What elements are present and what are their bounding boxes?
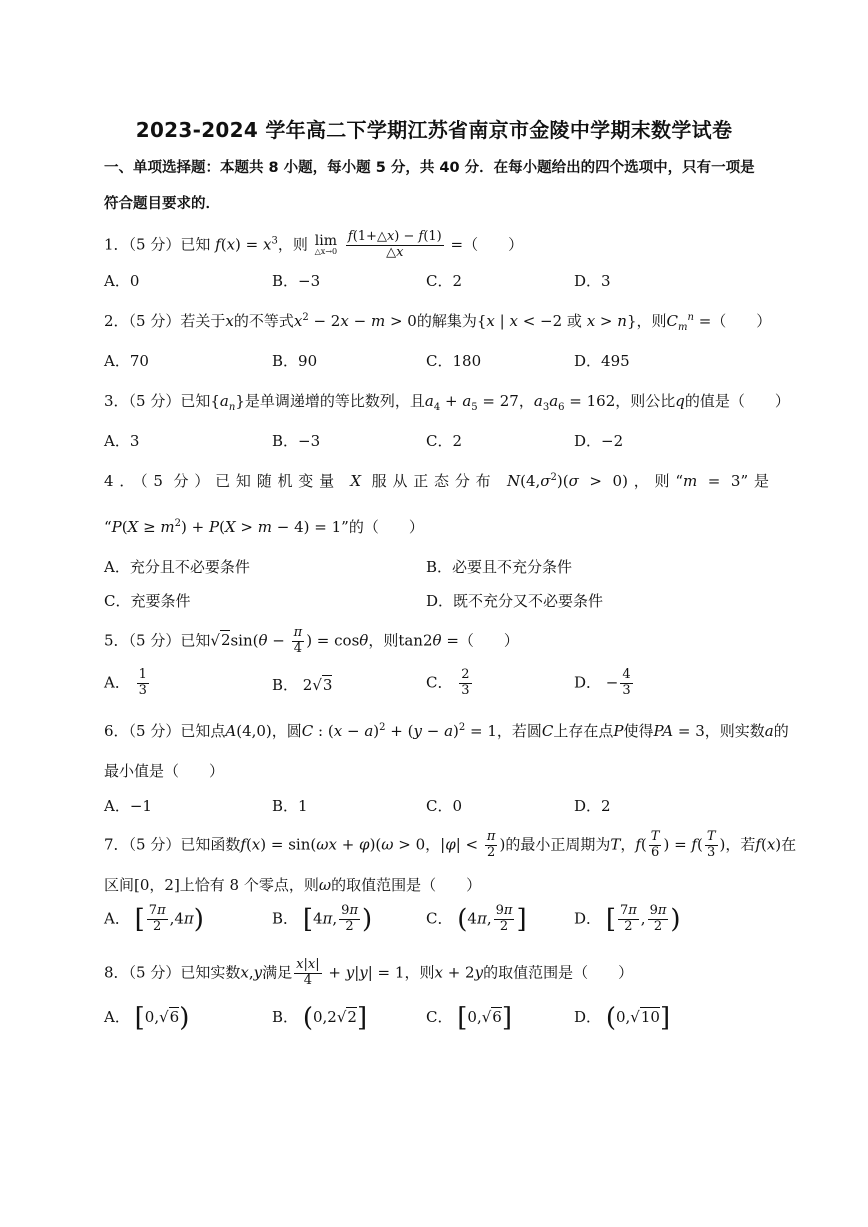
option-b[interactable]: B．1 — [272, 797, 308, 815]
question-2: 2．（5 分）若关于x的不等式$x^2 - 2x - m > 0$的解集为{x | x < −2 或 x > n}，则$C_m^n$ =（ ） — [104, 312, 772, 333]
option-c[interactable]: C．180 — [426, 352, 482, 370]
option-c[interactable]: C． [0,√6] — [426, 1003, 512, 1033]
option-b[interactable]: B． 2√3 — [272, 676, 333, 694]
option-a[interactable]: A． [0,√6) — [104, 1003, 190, 1033]
question-6: 6．（5 分）已知点A(4,0)，圆C : $(x - a)^2 + (y - a)^2 = 1$，若圆C上存在点P使得PA = 3，则实数a的 — [104, 722, 789, 740]
page-title: 2023-2024 学年高二下学期江苏省南京市金陵中学期末数学试卷 — [135, 118, 733, 142]
option-d[interactable]: D．−2 — [574, 432, 624, 450]
option-a[interactable]: A．70 — [104, 352, 149, 370]
option-b[interactable]: B． (0,2√2] — [272, 1003, 368, 1033]
option-c[interactable]: C．2 — [426, 272, 463, 290]
question-5: 5．（5 分）已知√2sin(θ − $\frac{\pi}{4}$ ) = cosθ，则tan2θ =（ ） — [104, 625, 519, 656]
option-c[interactable]: C．0 — [426, 797, 463, 815]
option-c[interactable]: C． (4π, $\frac{9\pi}{2}$ ] — [426, 903, 527, 935]
option-c[interactable]: C．充要条件 — [104, 592, 191, 610]
question-3: 3．（5 分）已知$\{a_n\}$是单调递增的等比数列，且$a_4 + a_5 = 27$，$a_3a_6 = 162$，则公比q的值是（ ） — [104, 392, 790, 413]
option-a[interactable]: A． [ $\frac{7\pi}{2}$ ,4π) — [104, 903, 204, 935]
question-7: 7．（5 分）已知函数f(x) = sin(ωx + φ)(ω > 0，|φ| < $\frac{\pi}{2}$ )的最小正周期为T，f( $\frac{T}{6}$ ) = f( $\frac{T}{3}$ )，若f(x)在 — [104, 829, 797, 860]
option-b[interactable]: B．必要且不充分条件 — [426, 558, 573, 576]
option-a[interactable]: A． $\frac{1}{3}$ — [104, 667, 147, 698]
option-a[interactable]: A．0 — [104, 272, 140, 290]
question-6-line2: 最小值是（ ） — [104, 762, 225, 780]
option-d[interactable]: D．2 — [574, 797, 611, 815]
option-d[interactable]: D．既不充分又不必要条件 — [426, 592, 604, 610]
option-d[interactable]: D． (0,√10] — [574, 1003, 671, 1033]
option-c[interactable]: C．2 — [426, 432, 463, 450]
option-b[interactable]: B．−3 — [272, 272, 321, 290]
question-4-line2: “$P(X \ge m^2) + P(X > m - 4) = 1$”的（ ） — [104, 518, 424, 536]
question-4: 4．（5 分）已知随机变量 X 服从正态分布 $N(4,\sigma^2)(\sigma > 0)$，则“m = 3”是 — [104, 472, 769, 490]
option-a[interactable]: A．−1 — [104, 797, 152, 815]
option-d[interactable]: D．3 — [574, 272, 611, 290]
question-7-line2: 区间[0，2]上恰有 8 个零点，则ω的取值范围是（ ） — [104, 876, 482, 894]
question-8: 8．（5 分）已知实数x,y满足 $\frac{x|x|}{4}$ + y|y| = 1，则x + 2y的取值范围是（ ） — [104, 957, 634, 988]
option-c[interactable]: C． $\frac{2}{3}$ — [426, 667, 470, 698]
option-b[interactable]: B．−3 — [272, 432, 321, 450]
option-d[interactable]: D． [ $\frac{7\pi}{2}$ , $\frac{9\pi}{2}$ ) — [574, 903, 681, 935]
option-a[interactable]: A．充分且不必要条件 — [104, 558, 250, 576]
question-1: 1．（5 分）已知 $f(x) = x^3$，则 lim △x→0 $\frac{f(1+\triangle x) - f(1)}{\triangle x}$ =（ ） — [104, 229, 524, 260]
option-d[interactable]: D． − $\frac{4}{3}$ — [574, 667, 631, 698]
option-a[interactable]: A．3 — [104, 432, 140, 450]
option-b[interactable]: B．90 — [272, 352, 318, 370]
option-b[interactable]: B． [4π, $\frac{9\pi}{2}$ ) — [272, 903, 373, 935]
section-heading: 一、单项选择题：本题共 8 小题，每小题 5 分，共 40 分．在每小题给出的四个选项中，只有一项是符合题目要求的． — [104, 160, 755, 212]
option-d[interactable]: D．495 — [574, 352, 630, 370]
